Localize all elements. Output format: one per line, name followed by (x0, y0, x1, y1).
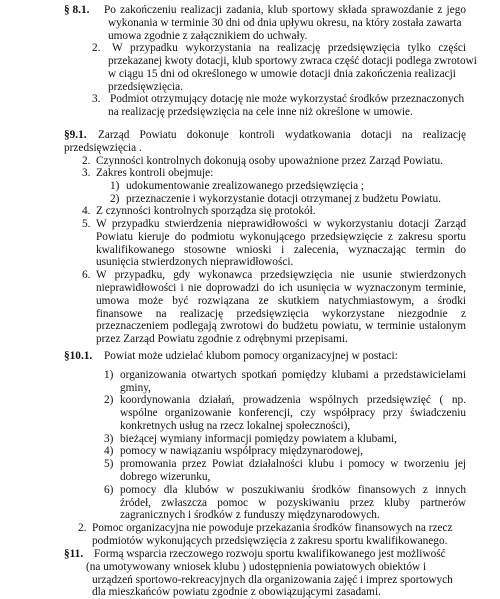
section-11-line-3: urządzeń sportowo-rekreacyjnych dla organizowania zajęć i imprez sportowych (92, 574, 453, 586)
help-item-1-line-1: organizowania otwartych spotkań pomiędzy klubami a przedstawicielami (120, 369, 466, 381)
section-9-item-5-number: 5. (82, 218, 91, 230)
section-9-line-1: Zarząd Powiatu dokonuje kontroli wydatkowania dotacji na realizację (98, 129, 466, 141)
help-item-1-number: 1) (104, 369, 114, 381)
section-11-line-1: Formą wsparcia rzeczowego rozwoju sportu kwalifikowanego jest możliwość (94, 548, 446, 560)
section-9-item-6-line-3: umowa może być rozwiązana ze skutkiem natychmiastowym, a środki (96, 295, 466, 307)
section-9-item-5-line-3: kwalifikowanego stosowne wnioski i zalecenia, wyznaczając termin do (96, 244, 466, 256)
help-item-3-text: bieżącej wymiany informacji pomiędzy powiatem a klubami, (120, 433, 397, 445)
help-item-6-line-1: pomocy dla klubów w poszukiwaniu środków finansowych z innych (120, 484, 466, 496)
section-9-item-6-line-6: przez Zarząd Powiatu zgodnie z odrębnymi przepisami. (96, 333, 348, 345)
help-item-2-line-1: koordynowania działań, prowadzenia wspólnych przedsięwzięć ( np. (120, 394, 466, 406)
section-9-item-5-line-4: usunięcia stwierdzonych nieprawidłowości. (96, 256, 294, 268)
section-8-item-2-line-3: w ciągu 15 dni od określonego w umowie dotacji dnia zakończenia realizacji (108, 68, 456, 80)
help-item-6-line-3: zagranicznych i środków z funduszy międzynarodowych. (120, 509, 380, 521)
help-item-6-line-2: źródeł, zwłaszcza pomoc w pozyskiwaniu przez kluby partnerów (120, 497, 466, 509)
section-number-11: §11. (64, 548, 84, 560)
help-item-4-text: pomocy w nawiązaniu współpracy międzynarodowej, (120, 445, 364, 457)
help-item-5-line-1: promowania przez Powiat działalności klubu i pomocy w tworzeniu jej (120, 458, 466, 470)
section-8-item-2-line-1: W przypadku wykorzystania na realizację przedsięwzięcia tylko części (112, 42, 466, 54)
section-8-item-2-line-2: przekazanej kwoty dotacji, klub sportowy zwraca część dotacji podlega zwrotowi (108, 55, 477, 67)
section-10-item-2-number: 2. (78, 522, 87, 534)
section-9-item-6-line-4: finansowe na realizację przedsięwzięcia wykorzystane niezgodnie z (96, 308, 466, 320)
section-9-item-2-text: Czynności kontrolnych dokonują osoby upoważnione przez Zarząd Powiatu. (96, 155, 443, 167)
help-item-2-line-2: wspólne organizowanie konferencji, czy współpracy przy świadczeniu (120, 407, 466, 419)
help-item-5-line-2: dobrego wizerunku, (120, 471, 211, 483)
section-9-item-5-line-1: W przypadku stwierdzenia nieprawidłowości w wykorzystaniu dotacji Zarząd (96, 218, 466, 230)
help-item-5-number: 5) (104, 458, 114, 470)
section-8-item-2-number: 2. (92, 42, 101, 54)
section-8-line-1: Po zakończeniu realizacji zadania, klub sportowy składa sprawozdanie z jego (104, 4, 466, 16)
scope-item-2-text: przeznaczenie i wykorzystanie dotacji otrzymanej z budżetu Powiatu. (126, 193, 441, 205)
section-8-item-3-number: 3. (92, 93, 101, 105)
scope-item-1-text: udokumentowanie zrealizowanego przedsięwzięcia ; (126, 180, 365, 192)
section-8-item-3-line-1: Podmiot otrzymujący dotację nie może wykorzystać środków przeznaczonych (110, 93, 465, 105)
section-11-line-4: dla mieszkańców powiatu zgodnie z obowiązującymi zasadami. (92, 586, 381, 598)
scope-item-2-number: 2) (110, 193, 120, 205)
section-9-item-4-text: Z czynności kontrolnych sporządza się protokół. (96, 205, 316, 217)
help-item-3-number: 3) (104, 433, 114, 445)
section-9-line-2: przedsięwzięcia . (64, 142, 142, 154)
section-9-item-6-line-5: przeznaczeniem podlegają zwrotowi do budżetu powiatu, w terminie ustalonym (96, 320, 466, 332)
section-9-item-4-number: 4. (82, 205, 91, 217)
section-9-item-6-line-2: nieprawidłowości i nie doprowadzi do ich usunięcia w wyznaczonym terminie, (96, 282, 466, 294)
section-9-item-6-line-1: W przypadku, gdy wykonawca przedsięwzięcia nie usunie stwierdzonych (96, 269, 466, 281)
section-number-10: §10.1. (64, 350, 93, 362)
section-8-line-2: wykonania w terminie 30 dni od dnia upływu okresu, na który została zawarta (108, 17, 462, 29)
section-8-item-3-line-2: na realizację przedsięwzięcia na cele inne niż określone w umowie. (108, 106, 413, 118)
section-10-item-2-line-1: Pomoc organizacyjna nie powoduje przekazania środków finansowych na rzecz (92, 522, 453, 534)
section-8-item-2-line-4: przedsięwzięcia. (108, 81, 183, 93)
section-9-item-6-number: 6. (82, 269, 91, 281)
help-item-1-line-2: gminy, (120, 382, 151, 394)
help-item-2-line-3: konkretnych usług na rzecz lokalnej społeczności), (120, 420, 351, 432)
scope-item-1-number: 1) (110, 180, 120, 192)
help-item-4-number: 4) (104, 445, 114, 457)
section-9-item-5-line-2: Powiatu kieruje do podmiotu wykonującego przedsięwzięcie z zakresu sportu (96, 231, 466, 243)
section-9-item-3-text: Zakres kontroli obejmuje: (96, 167, 214, 179)
section-10-line-1: Powiat może udzielać klubom pomocy organizacyjnej w postaci: (104, 350, 398, 362)
section-number-8: § 8.1. (64, 4, 90, 16)
section-9-item-3-number: 3. (82, 167, 91, 179)
section-10-item-2-line-2: podmiotów wykonujących przedsięwzięcia z zakresu sportu kwalifikowanego. (92, 535, 448, 547)
section-11-line-2: (na umotywowany wniosek klubu ) udostępnienia powiatowych obiektów i (86, 561, 427, 573)
section-9-item-2-number: 2. (82, 155, 91, 167)
section-8-line-3: umowa zgodnie z załącznikiem do uchwały. (108, 30, 308, 42)
section-number-9: §9.1. (64, 129, 87, 141)
help-item-2-number: 2) (104, 394, 114, 406)
help-item-6-number: 6) (104, 484, 114, 496)
